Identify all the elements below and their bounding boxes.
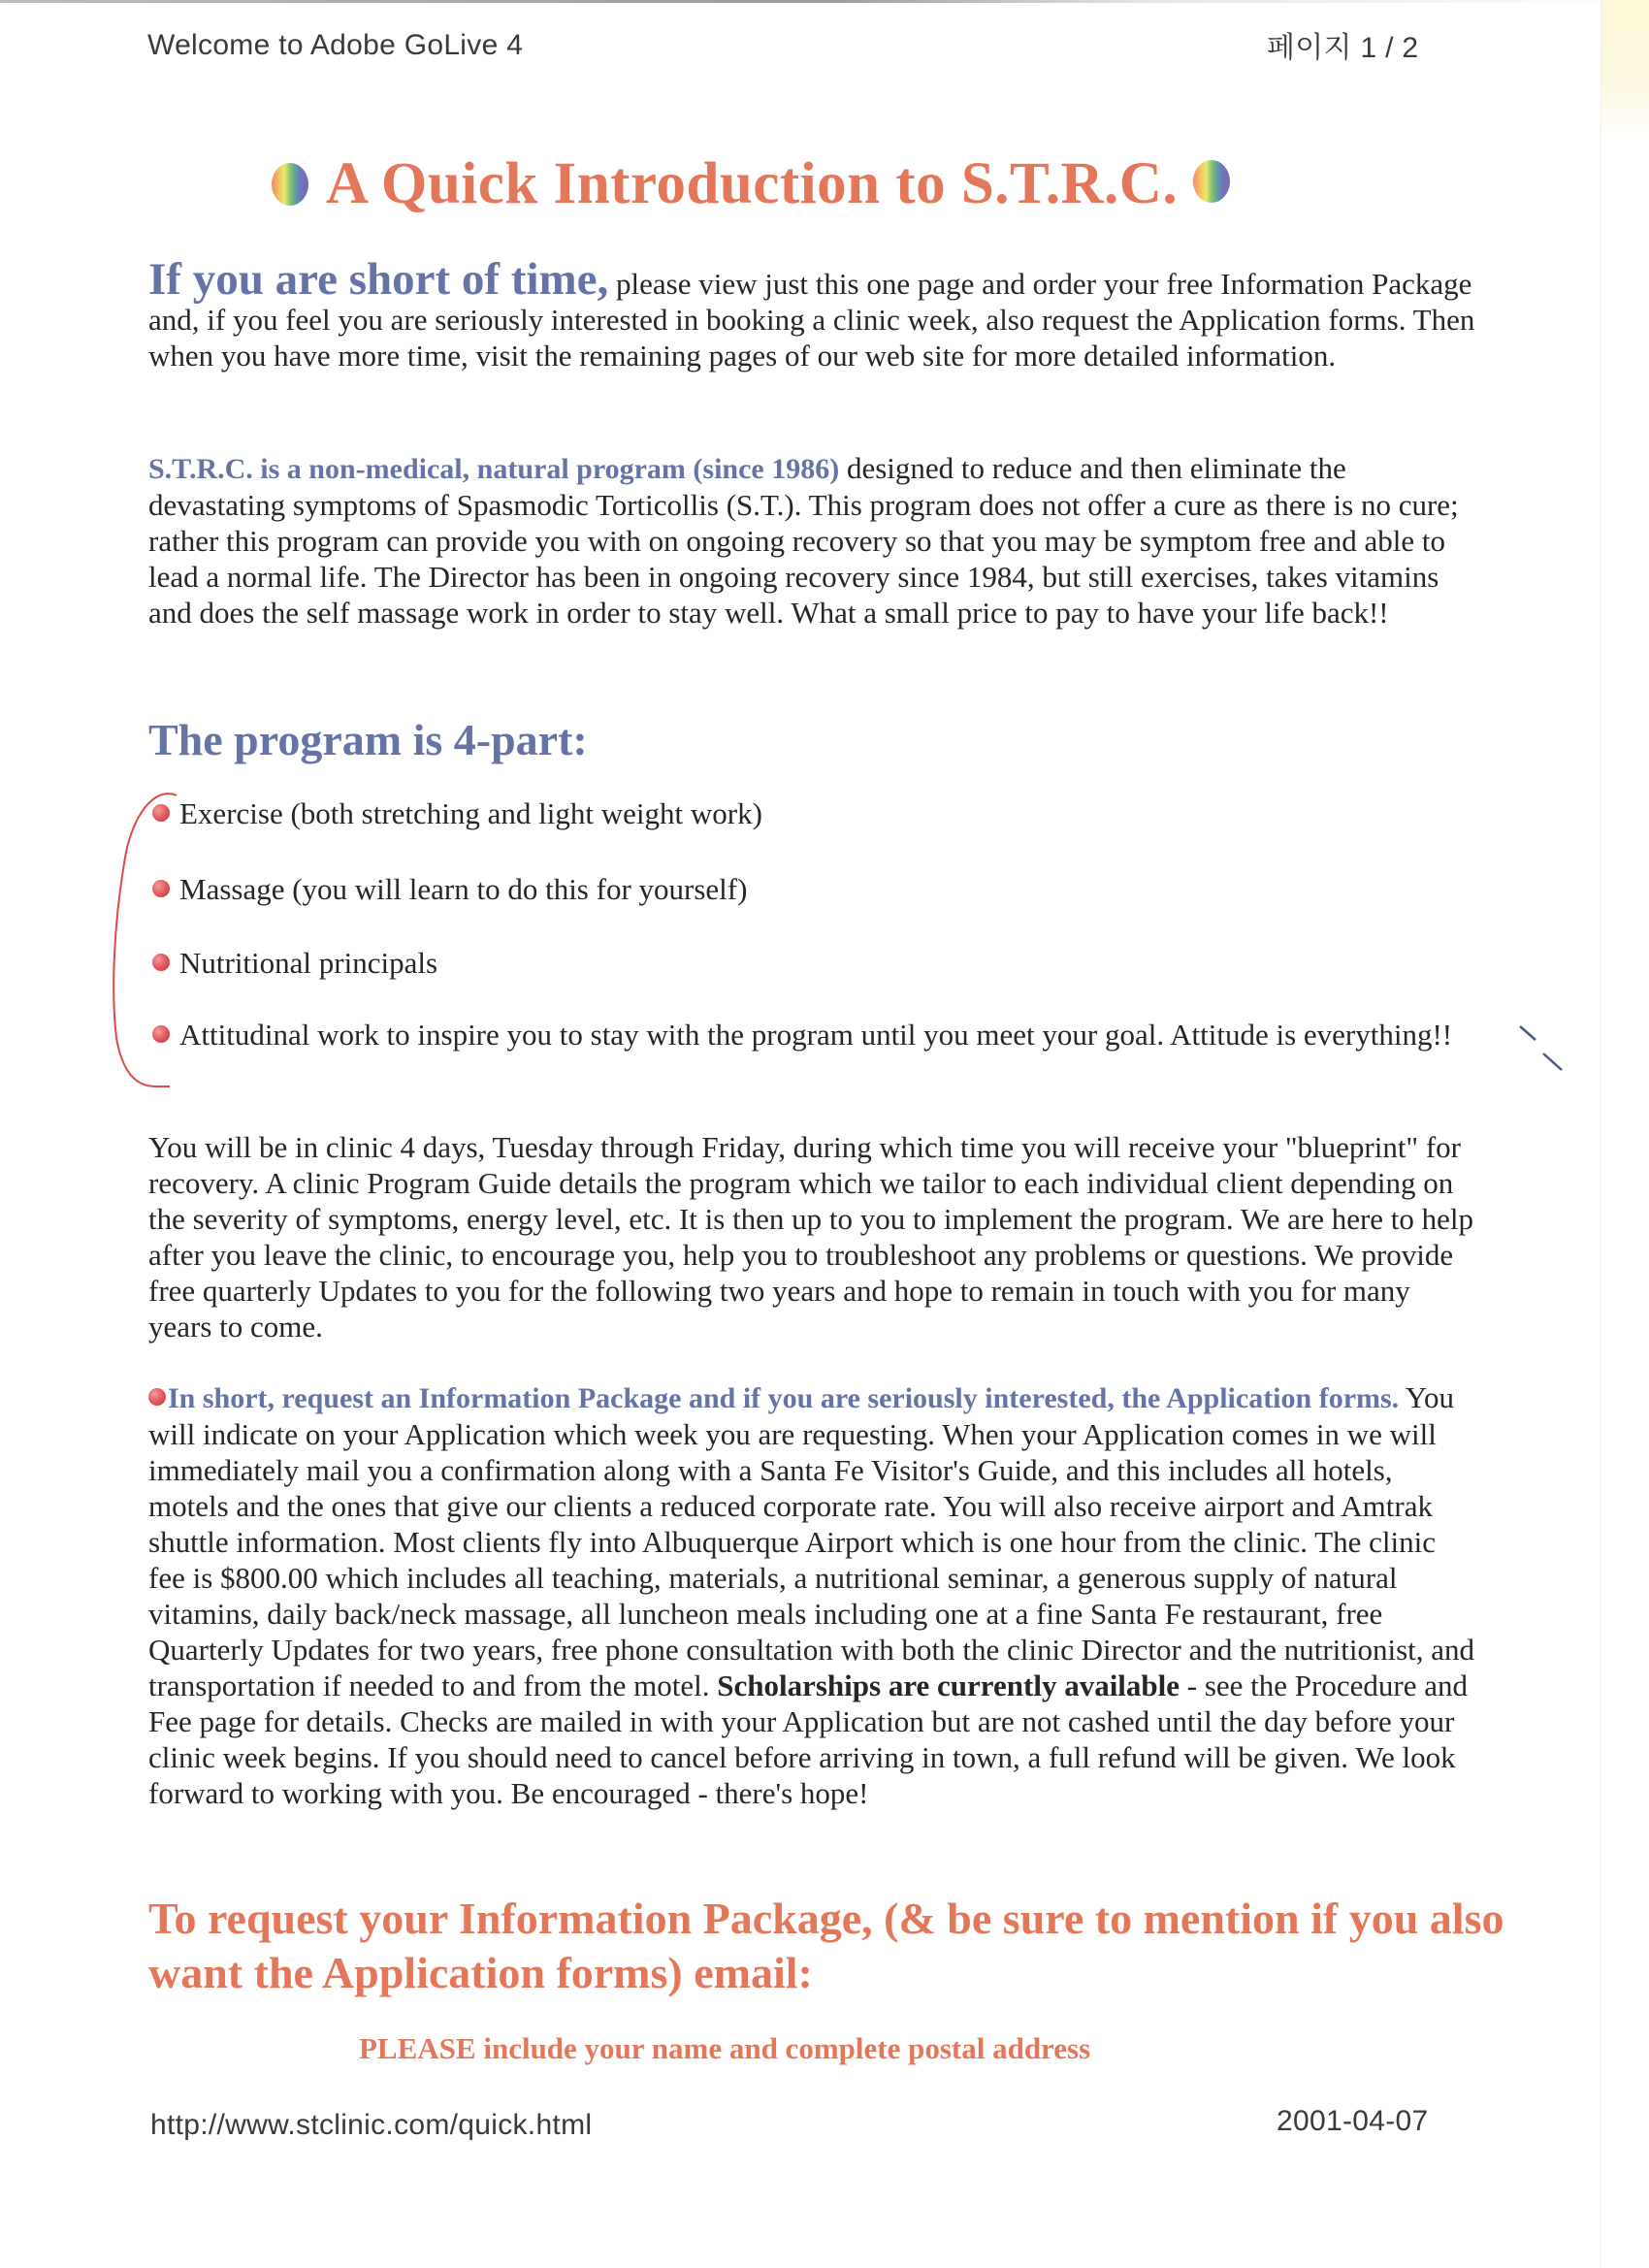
rainbow-oval-icon bbox=[1193, 160, 1230, 203]
intro-paragraph bbox=[148, 254, 1477, 373]
intro-lead: If you are short of time, bbox=[148, 254, 609, 305]
page-title-text: A Quick Introduction to S.T.R.C. bbox=[326, 151, 1179, 216]
print-footer-date: 2001-04-07 bbox=[1277, 2105, 1429, 2137]
list-item bbox=[148, 795, 1477, 831]
in-short-body-2: - see the Procedure and Fee page for details. Checks are mailed in with your Application but are not cashed until the day before your clinic week begins. If you should need to cancel before arriving in town, a full refund will be given. We look forward to working with you. Be encouraged - there's hope! bbox=[148, 1669, 1468, 1810]
list-item bbox=[148, 945, 1477, 981]
in-short-lead: In short, request an Information Package and if you are seriously interested, the Application forms. bbox=[168, 1382, 1400, 1414]
clinic-paragraph: You will be in clinic 4 days, Tuesday through Friday, during which time you will receive your "blueprint" for recovery. A clinic Program Guide details the program which we tailor to each individual client depending on the severity of symptoms, energy level, etc. It is then up to you to implement the program. We are here to help after you leave the clinic, to encourage you, help you to troubleshoot any problems or questions. We provide free quarterly Updates to you for the following two years and hope to remain in touch with you for many years to come. bbox=[148, 1130, 1474, 1344]
in-short-paragraph bbox=[148, 1379, 1477, 1811]
stray-pen-mark bbox=[1508, 1019, 1576, 1077]
cta-note: PLEASE include your name and complete postal address bbox=[359, 2031, 1091, 2065]
about-body: designed to reduce and then eliminate the devastating symptoms of Spasmodic Torticollis (S.T.). This program does not offer a cure as there is no cure; rather this program can provide you with on ongoing recovery so that you may be symptom free and able to lead a normal life. The Director has been in ongoing recovery since 1984, but still exercises, takes vitamins and does the self massage work in order to stay well. What a small price to pay to have your life back!! bbox=[148, 451, 1459, 630]
list-item bbox=[148, 871, 1477, 907]
print-header-page-indicator: 페이지 1 / 2 bbox=[1267, 32, 1419, 64]
program-heading: The program is 4-part: bbox=[148, 715, 588, 764]
scholarships-notice: Scholarships are currently available bbox=[717, 1669, 1180, 1702]
cta-heading: To request your Information Package, (& be sure to mention if you also want the Application forms) email: bbox=[148, 1894, 1504, 1997]
list-item-label: Massage (you will learn to do this for yourself) bbox=[179, 872, 748, 906]
handwritten-bracket-annotation bbox=[97, 776, 194, 1106]
about-lead: S.T.R.C. is a non-medical, natural program (since 1986) bbox=[148, 453, 840, 485]
list-item-label: Nutritional principals bbox=[179, 946, 438, 980]
list-item-label: Attitudinal work to inspire you to stay with the program until you meet your goal. Attitude is everything!! bbox=[179, 1018, 1453, 1052]
page-title bbox=[272, 150, 1358, 218]
intro-body: please view just this one page and order your free Information Package and, if you feel you are seriously interested in booking a clinic week, also request the Application forms. Then when you have more time, visit the remaining pages of our web site for more detailed information. bbox=[148, 267, 1475, 373]
list-item-label: Exercise (both stretching and light weight work) bbox=[179, 796, 762, 830]
about-paragraph bbox=[148, 450, 1477, 631]
rainbow-oval-icon bbox=[272, 163, 308, 206]
print-header-title: Welcome to Adobe GoLive 4 bbox=[147, 29, 524, 61]
red-bullet-icon bbox=[148, 1388, 166, 1406]
print-footer-url: http://www.stclinic.com/quick.html bbox=[150, 2109, 593, 2141]
scan-right-margin bbox=[1600, 0, 1649, 2268]
in-short-body-1: You will indicate on your Application which week you are requesting. When your Application comes in we will immediately mail you a confirmation along with a Santa Fe Visitor's Guide, and this includes all hotels, motels and the ones that give our clients a reduced corporate rate. You will also receive airport and Amtrak shuttle information. Most clients fly into Albuquerque Airport which is one hour from the clinic. The clinic fee is $800.00 which includes all teaching, materials, a nutritional seminar, a generous supply of natural vitamins, daily back/neck massage, all luncheon meals including one at a fine Santa Fe restaurant, free Quarterly Updates for two years, free phone consultation with both the clinic Director and the nutritionist, and transportation if needed to and from the motel. bbox=[148, 1380, 1475, 1702]
list-item bbox=[148, 1017, 1477, 1053]
